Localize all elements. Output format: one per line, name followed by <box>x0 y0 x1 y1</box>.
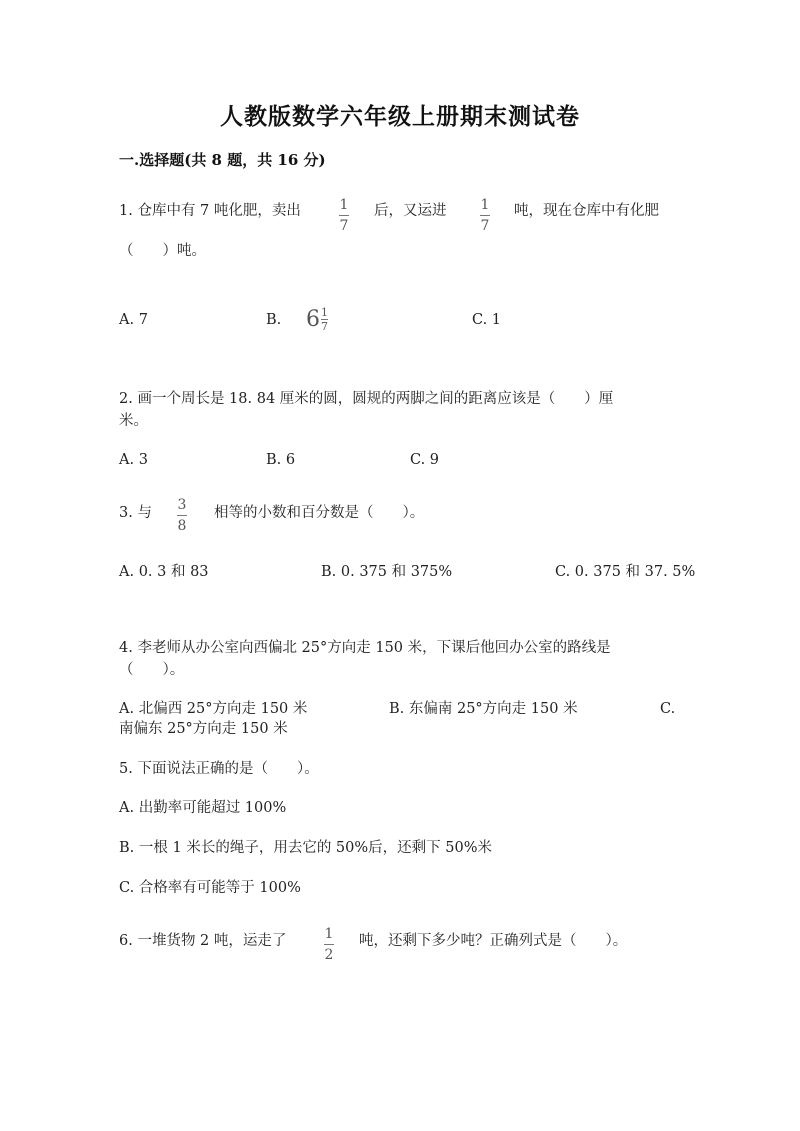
q3-option-a: A. 0. 3 和 83 <box>119 564 209 580</box>
q6-fraction <box>324 926 334 963</box>
mixed-denominator: 7 <box>321 320 328 333</box>
q1-option-b-mixed-number <box>306 307 328 332</box>
mixed-whole: 6 <box>306 307 320 332</box>
fraction-bar <box>480 215 490 216</box>
q4-option-a: A. 北偏西 25°方向走 150 米 <box>119 701 308 717</box>
q1-frac2-numerator: 1 <box>480 197 490 213</box>
q1-frac1-numerator: 1 <box>339 197 349 213</box>
q3-option-b: B. 0. 375 和 375% <box>321 564 453 580</box>
q1-option-c: C. 1 <box>472 312 502 328</box>
q1-line-2: （ ）吨。 <box>119 243 206 259</box>
q1-fraction-2 <box>480 197 490 234</box>
q1-option-a: A. 7 <box>119 312 148 328</box>
q5-option-b: B. 一根 1 米长的绳子，用去它的 50%后，还剩下 50%米 <box>119 840 492 856</box>
fraction-bar <box>177 515 187 516</box>
q1-fraction-1 <box>339 197 349 234</box>
section-heading: 一.选择题(共 8 题，共 16 分) <box>119 151 326 169</box>
q3-frac-numerator: 3 <box>177 497 187 513</box>
q4-line-2: （ ）。 <box>119 662 185 678</box>
q4-option-c-label: C. <box>660 701 676 717</box>
q4-option-b: B. 东偏南 25°方向走 150 米 <box>389 701 578 717</box>
q2-option-b: B. 6 <box>266 452 296 468</box>
q1-text-a: 1. 仓库中有 7 吨化肥，卖出 <box>119 203 301 219</box>
q6-text-b: 吨，还剩下多少吨？正确列式是（ ）。 <box>359 933 628 949</box>
mixed-fraction <box>321 307 328 332</box>
q1-text-b: 后，又运进 <box>374 203 447 219</box>
q4-option-c-text: 南偏东 25°方向走 150 米 <box>119 721 288 737</box>
q3-fraction <box>177 497 187 534</box>
q1-frac2-denominator: 7 <box>480 218 490 234</box>
page-title: 人教版数学六年级上册期末测试卷 <box>220 103 580 130</box>
q2-line-2: 米。 <box>119 413 148 429</box>
q3-text-b: 相等的小数和百分数是（ ）。 <box>214 505 425 521</box>
q6-frac-denominator: 2 <box>324 947 334 963</box>
q2-line-1: 2. 画一个周长是 18. 84 厘米的圆，圆规的两脚之间的距离应该是（ ）厘 <box>119 391 614 407</box>
q1-frac1-denominator: 7 <box>339 218 349 234</box>
q5-line-1: 5. 下面说法正确的是（ ）。 <box>119 761 319 777</box>
q1-option-b-label: B. <box>266 312 282 328</box>
q6-frac-numerator: 1 <box>324 926 334 942</box>
q2-option-c: C. 9 <box>410 452 440 468</box>
q5-option-c: C. 合格率有可能等于 100% <box>119 880 301 896</box>
q6-text-a: 6. 一堆货物 2 吨，运走了 <box>119 933 287 949</box>
fraction-bar <box>324 944 334 945</box>
q5-option-a: A. 出勤率可能超过 100% <box>119 800 287 816</box>
q3-option-c: C. 0. 375 和 37. 5% <box>555 564 696 580</box>
fraction-bar <box>339 215 349 216</box>
q2-option-a: A. 3 <box>119 452 148 468</box>
q3-frac-denominator: 8 <box>177 518 187 534</box>
q1-text-c: 吨，现在仓库中有化肥 <box>514 203 659 219</box>
q4-line-1: 4. 李老师从办公室向西偏北 25°方向走 150 米，下课后他回办公室的路线是 <box>119 640 611 656</box>
q3-text-a: 3. 与 <box>119 505 152 521</box>
mixed-numerator: 1 <box>321 306 328 319</box>
